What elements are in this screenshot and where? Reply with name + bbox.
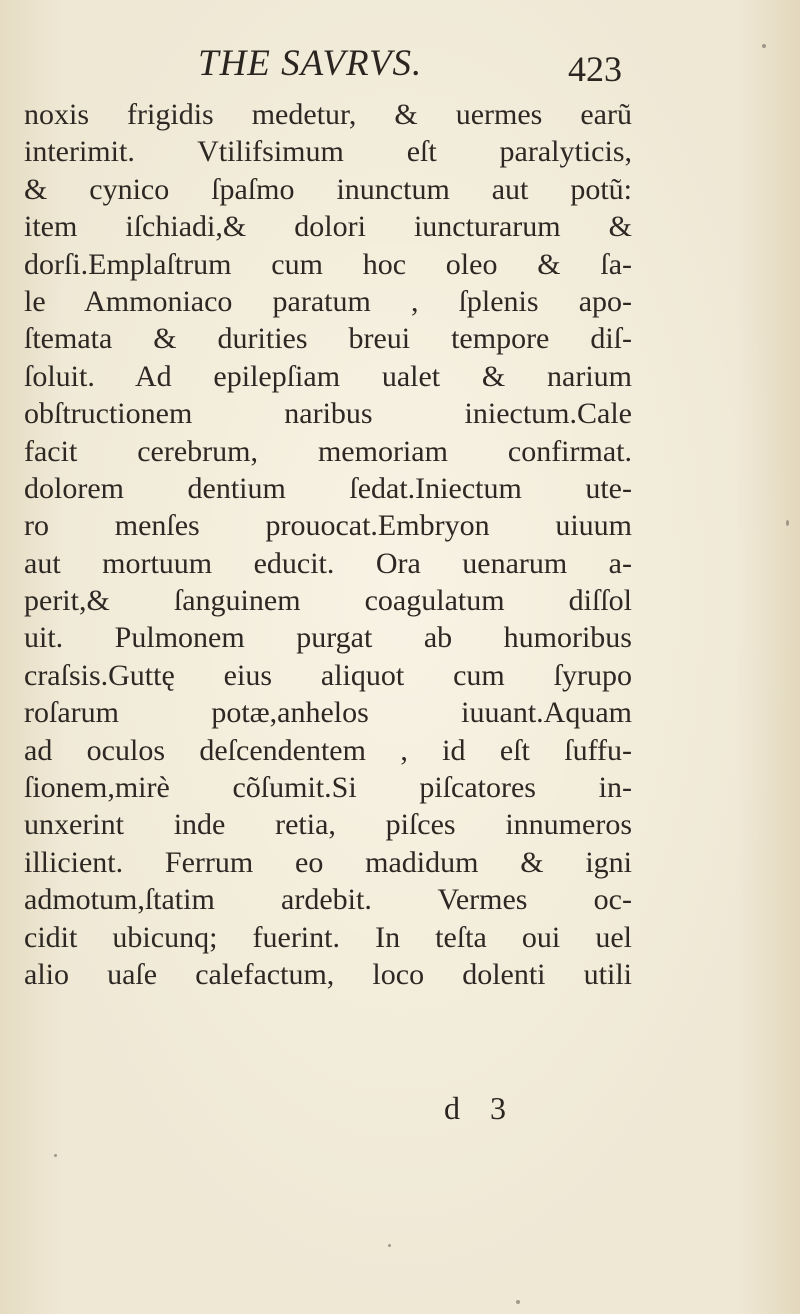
body-text <box>24 96 632 993</box>
text-line: noxis frigidis medetur, & uermes earũ <box>24 98 632 131</box>
paper-speck <box>54 1154 57 1157</box>
text-line: craſsis.Guttę eius aliquot cum ſyrupo <box>24 658 632 692</box>
text-line: illicient. Ferrum eo madidum & igni <box>24 845 632 879</box>
signature-mark: d 3 <box>444 1090 506 1126</box>
text-line: admotum,ſtatim ardebit. Vermes oc- <box>24 883 632 917</box>
text-line: dorſi.Emplaſtrum cum hoc oleo & ſa- <box>24 247 632 281</box>
text-line: alio uaſe calefactum, loco dolenti utili <box>24 957 632 991</box>
text-line: ſionem,mirè cõſumit.Si piſcatores in- <box>24 771 632 805</box>
running-title: THE SAVRVS. <box>198 43 423 84</box>
text-line: ſoluit. Ad epilepſiam ualet & narium <box>24 359 632 393</box>
text-line: dolorem dentium ſedat.Iniectum ute- <box>24 471 632 505</box>
text-line: ad oculos deſcendentem , id eſt ſuffu- <box>24 733 632 767</box>
text-line: roſarum potæ,anhelos iuuant.Aquam <box>24 696 632 730</box>
text-line: perit,& ſanguinem coagulatum diſſol <box>24 584 632 618</box>
text-line: & cynico ſpaſmo inunctum aut potũ: <box>24 172 632 206</box>
text-line: aut mortuum educit. Ora uenarum a- <box>24 546 632 580</box>
paper-speck <box>388 1244 391 1247</box>
text-line: obſtructionem naribus iniectum.Cale <box>24 397 632 431</box>
text-line: ſtemata & durities breui tempore diſ- <box>24 322 632 356</box>
paper-speck <box>786 520 789 526</box>
paper-speck <box>516 1300 520 1304</box>
running-head <box>0 36 800 89</box>
text-line: cidit ubicunq; fuerint. In teſta oui uel <box>24 920 632 954</box>
page-number: 423 <box>568 49 622 89</box>
text-line: unxerint inde retia, piſces innumeros <box>24 808 632 842</box>
paper-speck <box>762 44 766 48</box>
text-line: ro menſes prouocat.Embryon uiuum <box>24 509 632 543</box>
text-line: uit. Pulmonem purgat ab humoribus <box>24 621 632 655</box>
text-line: item iſchiadi,& dolori iuncturarum & <box>24 210 632 244</box>
text-line: facit cerebrum, memoriam confirmat. <box>24 434 632 468</box>
text-line: le Ammoniaco paratum , ſplenis apo- <box>24 284 632 318</box>
text-line: interimit. Vtilifsimum eſt paralyticis, <box>24 135 632 169</box>
